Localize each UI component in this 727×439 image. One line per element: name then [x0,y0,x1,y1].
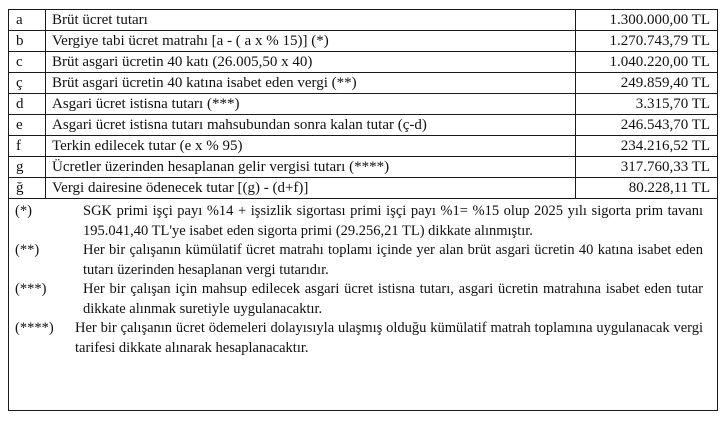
row-amount: 317.760,33 TL [576,157,718,178]
table-row [9,10,718,31]
row-description: Terkin edilecek tutar (e x % 95) [46,136,576,157]
row-amount: 1.270.743,79 TL [576,31,718,52]
row-amount: 249.859,40 TL [576,73,718,94]
footnotes-box [8,199,718,411]
row-code: c [9,52,46,73]
footnote-mark: (*) [15,203,32,219]
table-row [9,73,718,94]
footnote-text: Her bir çalışanın ücret ödemeleri dolayısıyla ulaşmış olduğu kümülatif matrah toplamına uygulanacak vergi tarifesi dikkate alınarak hesaplanacaktır. [75,320,703,356]
footnote [9,202,717,241]
row-description: Brüt asgari ücretin 40 katı (26.005,50 x 40) [46,52,576,73]
footnote [9,319,717,358]
footnote-text: Her bir çalışanın kümülatif ücret matrahı toplamı içinde yer alan brüt asgari ücretin 40 katına isabet eden tutarı üzerinden hesaplanan vergi tutarıdır. [83,242,703,278]
row-amount: 1.300.000,00 TL [576,10,718,31]
row-code: ç [9,73,46,94]
footnote-mark: (**) [15,242,40,258]
row-code: g [9,157,46,178]
row-code: a [9,10,46,31]
row-amount: 234.216,52 TL [576,136,718,157]
footnote-mark: (****) [15,320,54,336]
row-amount: 80.228,11 TL [576,178,718,199]
row-description: Ücretler üzerinden hesaplanan gelir vergisi tutarı (****) [46,157,576,178]
row-amount: 3.315,70 TL [576,94,718,115]
table-row [9,178,718,199]
row-code: ğ [9,178,46,199]
footnote-text: Her bir çalışan için mahsup edilecek asgari ücret istisna tutarı, asgari ücretin matrahına isabet eden tutar dikkate alınmak suretiyle uygulanacaktır. [83,281,703,317]
table-row [9,115,718,136]
table-row [9,31,718,52]
row-code: d [9,94,46,115]
row-code: b [9,31,46,52]
row-description: Vergiye tabi ücret matrahı [a - ( a x % 15)] (*) [46,31,576,52]
table-row [9,94,718,115]
row-amount: 246.543,70 TL [576,115,718,136]
footnote [9,280,717,319]
table-row [9,52,718,73]
table-row [9,136,718,157]
footnote-text: SGK primi işçi payı %14 + işsizlik sigortası primi işçi payı %1= %15 olup 2025 yılı sigorta prim tavanı 195.041,40 TL'ye isabet eden sigorta primi (29.256,21 TL) dikkate alınmıştır. [83,203,703,239]
row-code: e [9,115,46,136]
tax-calculation-document [8,9,718,432]
row-description: Asgari ücret istisna tutarı mahsubundan sonra kalan tutar (ç-d) [46,115,576,136]
row-code: f [9,136,46,157]
row-amount: 1.040.220,00 TL [576,52,718,73]
table-row [9,157,718,178]
row-description: Brüt asgari ücretin 40 katına isabet eden vergi (**) [46,73,576,94]
row-description: Vergi dairesine ödenecek tutar [(g) - (d+f)] [46,178,576,199]
row-description: Asgari ücret istisna tutarı (***) [46,94,576,115]
row-description: Brüt ücret tutarı [46,10,576,31]
calculation-table [8,9,718,199]
footnote [9,241,717,280]
footnote-mark: (***) [15,281,47,297]
